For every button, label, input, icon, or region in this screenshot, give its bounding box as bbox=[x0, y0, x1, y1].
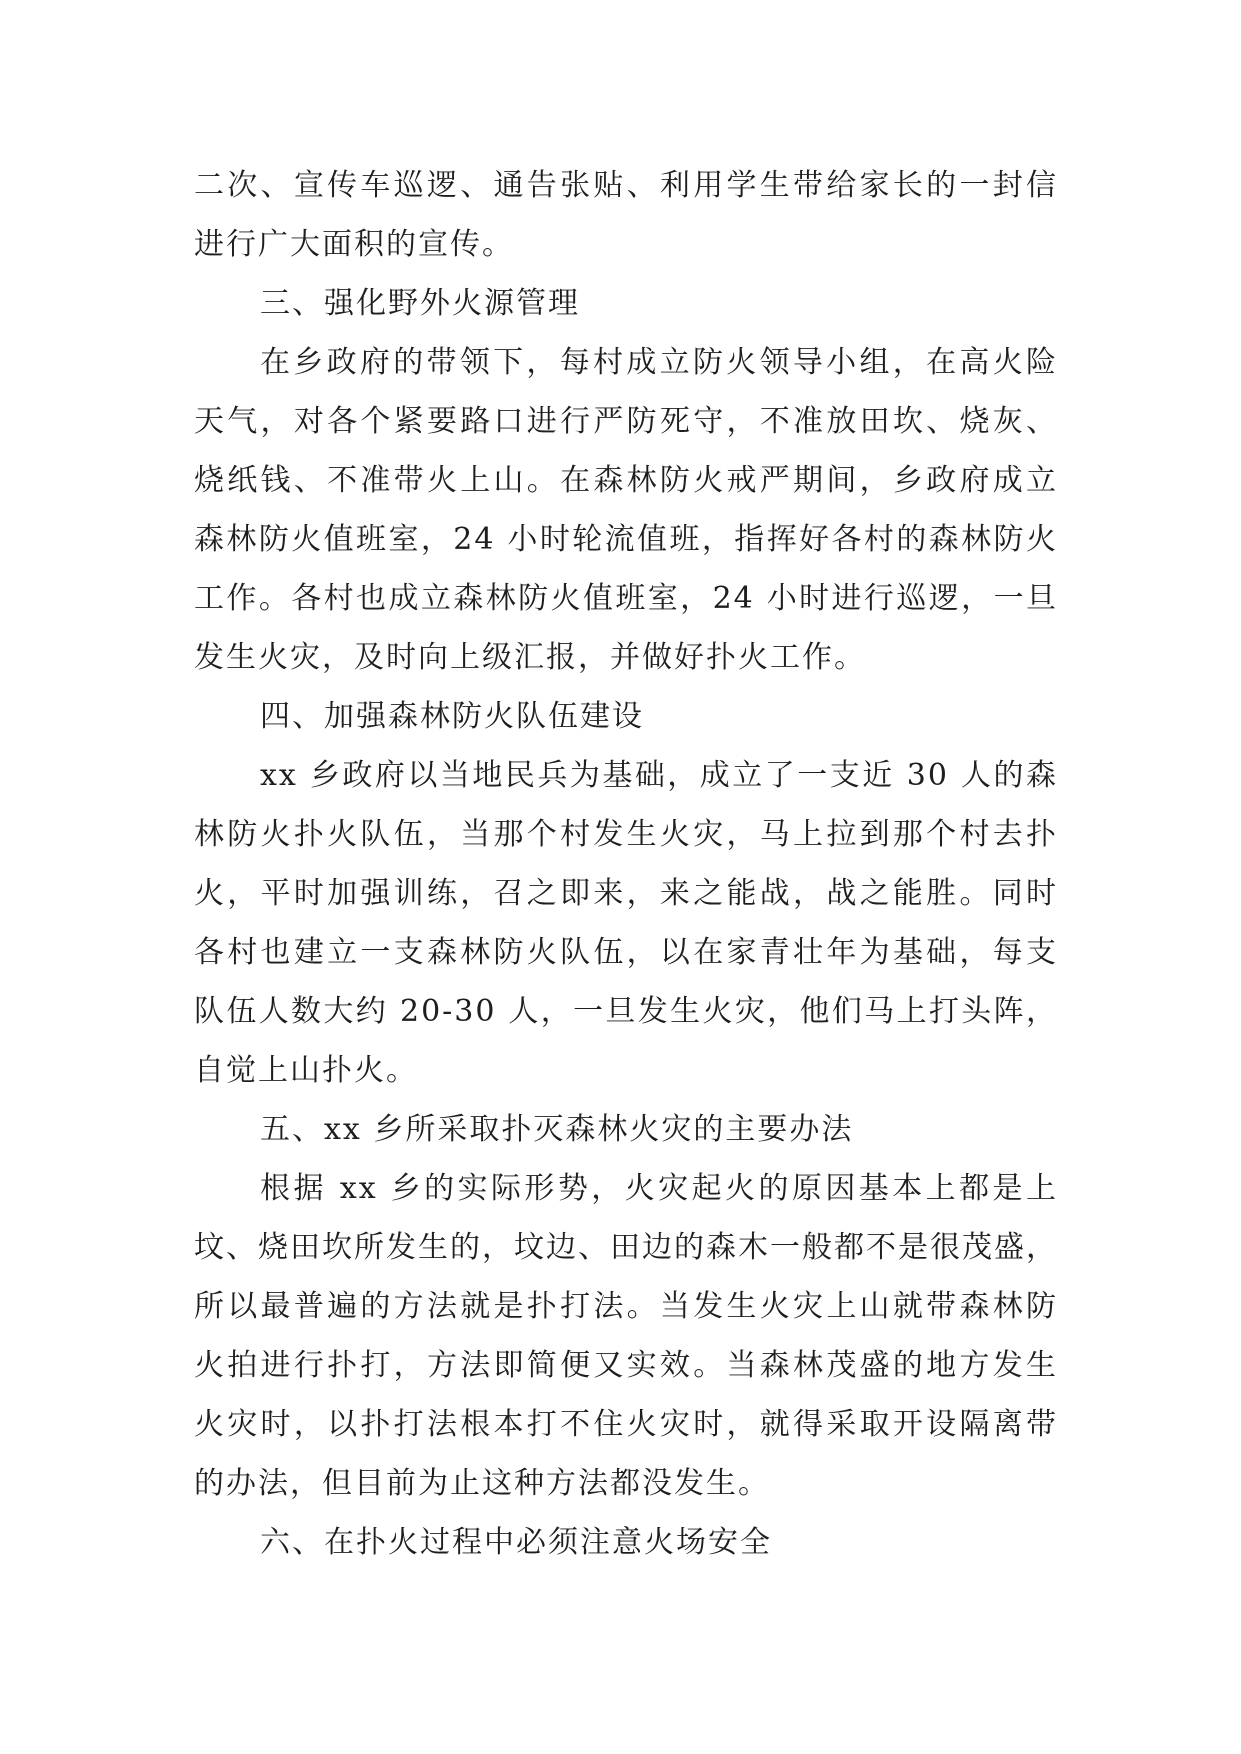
document-body bbox=[194, 156, 1058, 1572]
section-heading: 六、在扑火过程中必须注意火场安全 bbox=[260, 1525, 772, 1560]
paragraph bbox=[194, 746, 1058, 1100]
section-heading: 五、xx 乡所采取扑灭森林火灾的主要办法 bbox=[260, 1112, 854, 1147]
text-line: 在乡政府的带领下，每村成立防火领导小组，在高火险 bbox=[260, 345, 1058, 380]
section-heading: 三、强化野外火源管理 bbox=[260, 286, 580, 321]
text-line: 所以最普遍的方法就是扑打法。当发生火灾上山就带森林防 bbox=[194, 1289, 1058, 1324]
text-line: 发生火灾，及时向上级汇报，并做好扑火工作。 bbox=[194, 640, 866, 675]
text-line: 二次、宣传车巡逻、通告张贴、利用学生带给家长的一封信 bbox=[194, 168, 1058, 203]
text-line: 火灾时，以扑打法根本打不住火灾时，就得采取开设隔离带 bbox=[194, 1407, 1058, 1442]
text-line: 进行广大面积的宣传。 bbox=[194, 227, 514, 262]
text-line: 工作。各村也成立森林防火值班室，24 小时进行巡逻，一旦 bbox=[194, 581, 1058, 616]
text-line: 各村也建立一支森林防火队伍，以在家青壮年为基础，每支 bbox=[194, 935, 1058, 970]
paragraph bbox=[194, 1159, 1058, 1513]
paragraph bbox=[194, 333, 1058, 687]
text-line: 坟、烧田坎所发生的，坟边、田边的森木一般都不是很茂盛， bbox=[194, 1230, 1058, 1265]
text-line: 自觉上山扑火。 bbox=[194, 1053, 418, 1088]
text-line: 森林防火值班室，24 小时轮流值班，指挥好各村的森林防火 bbox=[194, 522, 1058, 557]
text-line: 根据 xx 乡的实际形势，火灾起火的原因基本上都是上 bbox=[260, 1171, 1058, 1206]
text-line: 队伍人数大约 20-30 人，一旦发生火灾，他们马上打头阵， bbox=[194, 994, 1058, 1029]
text-line: 火拍进行扑打，方法即简便又实效。当森林茂盛的地方发生 bbox=[194, 1348, 1058, 1383]
text-line: xx 乡政府以当地民兵为基础，成立了一支近 30 人的森 bbox=[260, 758, 1058, 793]
text-line: 火，平时加强训练，召之即来，来之能战，战之能胜。同时 bbox=[194, 876, 1058, 911]
text-line: 的办法，但目前为止这种方法都没发生。 bbox=[194, 1466, 770, 1501]
paragraph bbox=[194, 156, 1058, 274]
text-line: 烧纸钱、不准带火上山。在森林防火戒严期间，乡政府成立 bbox=[194, 463, 1058, 498]
text-line: 林防火扑火队伍，当那个村发生火灾，马上拉到那个村去扑 bbox=[194, 817, 1058, 852]
text-line: 天气，对各个紧要路口进行严防死守，不准放田坎、烧灰、 bbox=[194, 404, 1058, 439]
section-heading: 四、加强森林防火队伍建设 bbox=[260, 699, 644, 734]
